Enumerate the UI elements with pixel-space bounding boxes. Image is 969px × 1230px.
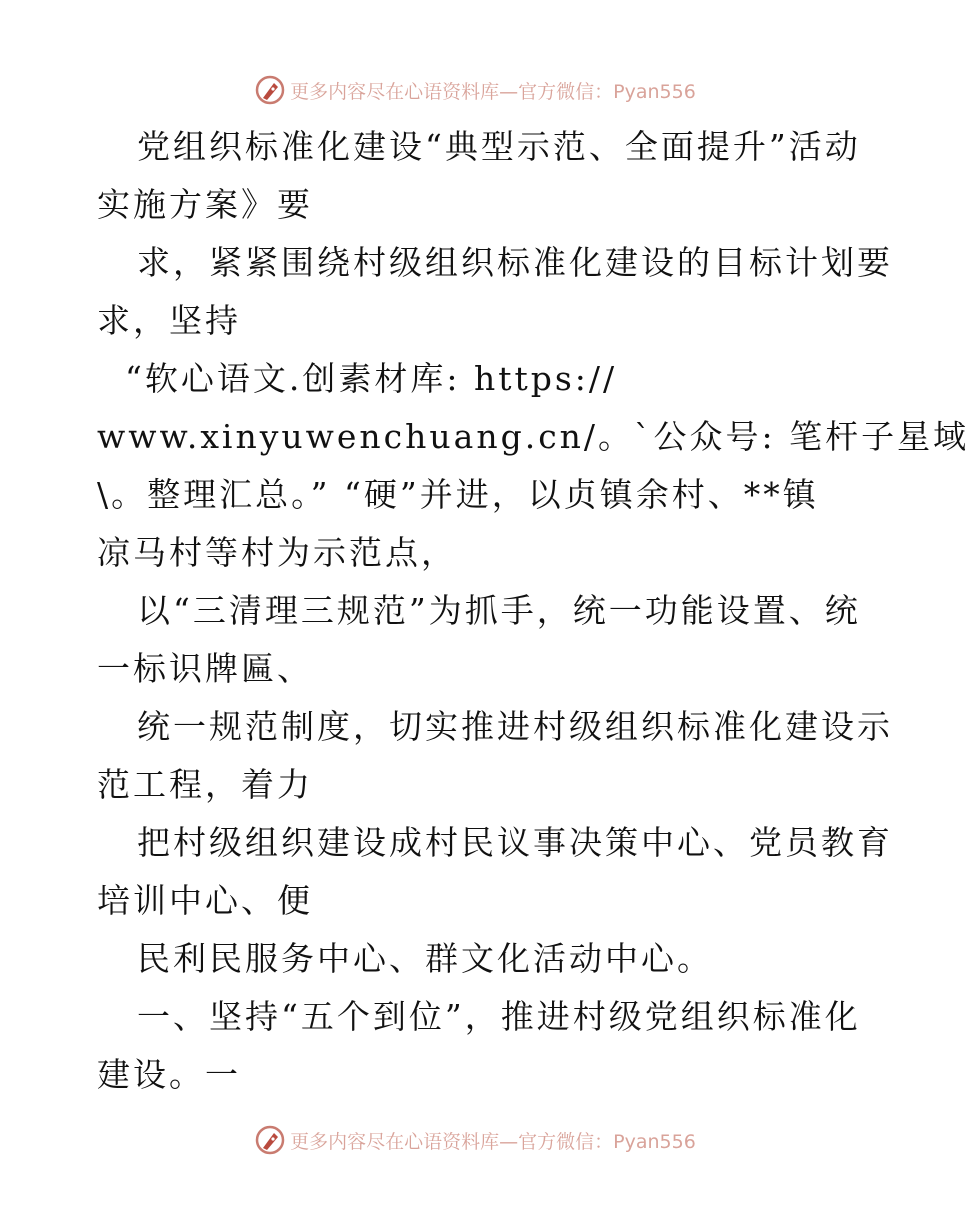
text-line: 实施方案》要 bbox=[97, 185, 313, 224]
text-line: 培训中心、便 bbox=[97, 881, 313, 920]
text-line: 范工程，着力 bbox=[97, 765, 313, 804]
document-body bbox=[97, 118, 969, 1104]
watermark-text: 更多内容尽在心语资料库—官方微信：Pyan556 bbox=[290, 80, 696, 103]
text-line: 建设。一 bbox=[97, 1055, 241, 1094]
pen-nib-logo-icon bbox=[254, 74, 286, 106]
text-line: “软心语文.创素材库: https:// bbox=[125, 359, 618, 398]
text-line: 民利民服务中心、群文化活动中心。 bbox=[137, 939, 713, 978]
text-line: 统一规范制度，切实推进村级组织标准化建设示 bbox=[137, 707, 893, 746]
text-line: www.xinyuwenchuang.cn/。`公众号: 笔杆子星域 bbox=[97, 417, 969, 456]
header-watermark bbox=[0, 70, 950, 110]
text-line: 求，坚持 bbox=[97, 301, 241, 340]
text-line: 一标识牌匾、 bbox=[97, 649, 313, 688]
text-line: \。整理汇总。” “硬”并进，以贞镇余村、**镇 bbox=[97, 475, 819, 514]
text-line: 党组织标准化建设“典型示范、全面提升”活动 bbox=[137, 127, 861, 166]
footer-watermark bbox=[0, 1120, 950, 1160]
watermark-text: 更多内容尽在心语资料库—官方微信：Pyan556 bbox=[290, 1130, 696, 1153]
text-line: 以“三清理三规范”为抓手，统一功能设置、统 bbox=[137, 591, 861, 630]
text-line: 一、坚持“五个到位”，推进村级党组织标准化 bbox=[137, 997, 861, 1036]
text-line: 求，紧紧围绕村级组织标准化建设的目标计划要 bbox=[137, 243, 893, 282]
text-line: 凉马村等村为示范点， bbox=[97, 533, 457, 572]
pen-nib-logo-icon bbox=[254, 1124, 286, 1156]
text-line: 把村级组织建设成村民议事决策中心、党员教育 bbox=[137, 823, 893, 862]
